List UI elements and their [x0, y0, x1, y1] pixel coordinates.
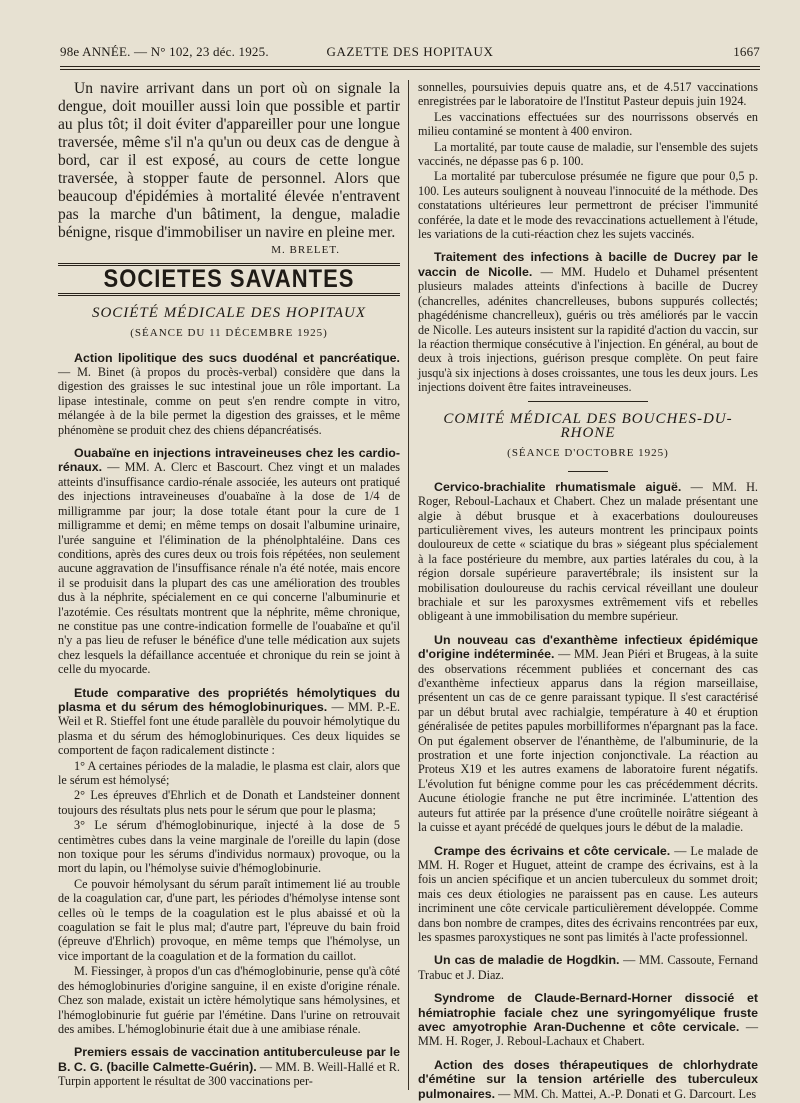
- article-body: — MM. B. Weill-Hallé et R. Turpin apportent le résultat de 300 vaccinations per-: [58, 1059, 400, 1089]
- article-title: Cervico-brachialite rhumatismale aiguë.: [434, 479, 682, 494]
- journal-title: GAZETTE DES HOPITAUX: [326, 44, 494, 59]
- article-title: Un cas de maladie de Hogdkin.: [434, 953, 620, 968]
- article-hemolytic: [58, 686, 400, 758]
- article-cervico: [418, 480, 758, 624]
- article-title: Action des doses thérapeutiques de chlorhydrate d'émétine sur la tension artérielle des tuberculeux pulmonaires.: [418, 1057, 758, 1101]
- page-header: [60, 44, 760, 62]
- session-date: (SÉANCE D'OCTOBRE 1925): [507, 447, 669, 460]
- separator-rule: [528, 401, 648, 402]
- article-title: Syndrome de Claude-Bernard-Horner dissocié et hémiatrophie faciale chez une syringomyélique fruste avec amyotrophie Aran-Duchenne et côte cervicale.: [418, 991, 758, 1034]
- article-title: Un nouveau cas d'exanthème infectieux épidémique d'origine indéterminée.: [418, 632, 758, 662]
- column-divider: [408, 80, 409, 1090]
- article-paragraph: 3° Le sérum d'hémoglobinurique, injecté à la dose de 5 centimètres cubes dans la veine marginale de l'oreille du lapin (dose non toxique pour les sérums d'individus normaux) provoque, ou la mort du lapin, ou l'hémolyse suivie d'hémoglobinurie.: [58, 818, 400, 876]
- article-paragraph: La mortalité, par toute cause de maladie, sur l'ensemble des sujets vaccinés, ne dépasse pas 6 p. 100.: [418, 139, 758, 169]
- page-number: 1667: [733, 44, 760, 59]
- article-horner: [418, 991, 758, 1049]
- section-title: SOCIETES SAVANTES: [103, 264, 355, 294]
- article-paragraph: 2° Les épreuves d'Ehrlich et de Donath et Landsteiner donnent toujours des résultats plus nets pour le sérum que pour le plasma;: [58, 788, 400, 817]
- article-emetine: [418, 1058, 758, 1101]
- session-date: (SÉANCE DU 11 DÉCEMBRE 1925): [130, 327, 328, 340]
- article-title: Premiers essais de vaccination antituberculeuse par le B. C. G. (bacille Calmette-Guérin).: [58, 1045, 400, 1074]
- article-paragraph: Ce pouvoir hémolysant du sérum paraît intimement lié au trouble de la coagulation car, d'une part, les périodes d'hémolyse intense sont celles où le temps de la coagulation est le plus abaissé et où la coagulation se fait le plus mal; d'autre part, l'épreuve du bain froid (épreuve d'Ehrlich) provoque, en même temps que l'hémolyse, un vice important de la coagulation et de la formation du caillot.: [58, 876, 400, 963]
- section-rule-bottom: [58, 293, 400, 296]
- article-title: Crampe des écrivains et côte cervicale.: [434, 843, 671, 858]
- dengue-paragraph: Un navire arrivant dans un port où on signale la dengue, doit mouiller aussi loin que possible et partir au plus tôt; il doit éviter d'appareiller pour une longue traversée, même s'il n'a qu'un ou deux cas de dengue à bord, car il est exposé, au cours de cette longue traversée, à stopper faute de personnel. Alors que beaucoup d'épidémies à mortalité élevée n'entravent pas la marche d'un bâtiment, la dengue, maladie bénigne, risque d'immobiliser un navire en pleine mer.: [58, 80, 400, 241]
- article-paragraph: 1° A certaines périodes de la maladie, le plasma est clair, alors que le sérum est hémolysé;: [58, 758, 400, 787]
- article-body: — MM. H. Roger, Reboul-Lachaux et Chabert. Chez un malade présentant une algie à début brusque et à exacerbations douloureuses particulièrement vives, les auteurs montrent les principaux points douloureux de cette « sciatique du bras » siégeant plus spécialement à la face postérieure du membre, aux parties latérales du cou, à la région dorsale supérieure paravertébrale; ils insistent sur la mobilisation douloureuse du rachis cervical réveillant une douleur brachiale et sur les paroxysmes extrêmement vifs et rebelles obligeant à une immobilisation du membre supérieur.: [418, 479, 758, 624]
- article-ouabaine: [58, 446, 400, 677]
- article-body: — Le malade de MM. H. Roger et Huguet, atteint de crampe des écrivains, est à la fois un ancien spécifique et un ancien tuberculeux du sommet droit; mais ces deux étiologies ne paraissent pas en cause. Les auteurs incriminent une côte cervicale particulièrement développée. Comme dans bon nombre de crampes, dites des écrivains rencontrées par eux, les spasmes paroxystiques ne sont pas limités à l'acte professionnel.: [418, 843, 758, 944]
- article-body: — MM. A. Clerc et Bascourt. Chez vingt et un malades atteints d'insuffisance cardio-rénale associée, les auteurs ont pratiqué des injections intraveineuses d'ouabaïne à la dose de 1/4 de milligramme par jour; la dose totale étant pour la cure de 1 milligramme et demi; en même temps on dosait l'albumine urinaire, l'urée sanguine et l'élimination de la phénolphtaléine. Dans ces conditions, après des cures deux ou trois fois répétées, non seulement aucune aggravation de l'insuffisance rénale n'a été notée, mais encore il se produisit dans la plupart des cas une amélioration des troubles dus à la néphrite, spécialement en ce qui concerne l'albuminurie et l'azotémie. Ces résultats montrent que la néphrite, même chronique, ne constitue pas une contre-indication formelle de l'ouabaïne et qu'il n'y a pas lieu de refuser le bénéfice d'une telle médication aux sujets chez lesquels la défaillance accentuée et chronique du rein se joint à celle du myocarde.: [58, 460, 400, 677]
- article-body: — MM. Hudelo et Duhamel présentent plusieurs malades atteints d'infections à bacille de Ducrey (chancrelles, adénites chancrelleuses, bubons suppurés collectés; phagédénisme chancrelleux), guéris ou très améliorés par le vaccin de Nicolle. Les auteurs insistent sur la rapidité d'action du vaccin, sur la réaction thermique consécutive à l'injection. En général, au bout de deux à trois injections, guérison presque complète. On peut faire jusqu'à six injections à doses croissantes, une tous les deux jours. Les injections doivent être faites intraveineuses.: [418, 264, 758, 395]
- article-title: Traitement des infections à bacille de Ducrey par le vaccin de Nicolle.: [418, 250, 758, 279]
- issue-info: 98e ANNÉE. — N° 102, 23 déc. 1925.: [60, 44, 269, 59]
- article-body: — MM. P.-E. Weil et R. Stieffel font une étude parallèle du pouvoir hémolytique du plasma et du sérum des hémoglobinuriques. Ces deux liquides se comportent de façon radicalement distincte :: [58, 699, 400, 758]
- article-body: — MM. Jean Piéri et Brugeas, à la suite des observations récemment publiées et concernant des cas d'exanthème infectieux apparus dans la région marseillaise, présentent un cas de ce genre paraissant typique. Il s'est caractérisé par un début brutal avec rachialgie, température à 40 et éruption généralisée de petites papules morbilliformes n'épargnant pas la face. On put également observer de l'énanthème, de l'albuminurie, de la prostration et une forte injection conjonctivale. La réaction au Proteus X19 et les autres examens de laboratoire furent négatifs. L'évolution fut bénigne comme pour les cas précédemment décrits. Aucune étiologie franche ne put être incriminée. L'attention des auteurs fut attirée par la présence d'une croûtelle noirâtre siégeant à la cuisse et ayant précédé de quelques jours le début de la maladie.: [418, 647, 758, 835]
- society-title: COMITÉ MÉDICAL DES BOUCHES-DU-RHONE: [443, 410, 733, 441]
- article-title: Etude comparative des propriétés hémolytiques du plasma et du sérum des hémoglobinuriques.: [58, 685, 400, 714]
- left-column: [58, 80, 400, 1090]
- article-title: Ouabaïne en injections intraveineuses chez les cardio-rénaux.: [58, 446, 400, 475]
- header-rule-2: [60, 69, 760, 70]
- article-continuation: sonnelles, poursuivies depuis quatre ans, et de 4.517 vaccinations enregistrées par le laboratoire de l'Institut Pasteur depuis juin 1924.: [418, 80, 758, 109]
- right-column: [418, 80, 758, 1102]
- article-ducrey: [418, 250, 758, 394]
- article-exanthem: [418, 633, 758, 835]
- article-paragraph: Les vaccinations effectuées sur des nourrissons observés en milieu contaminé se montent à 400 environ.: [418, 109, 758, 139]
- article-body: — MM. H. Roger, J. Reboul-Lachaux et Chabert.: [418, 1019, 759, 1049]
- article-body: — M. Binet (à propos du procès-verbal) considère que dans la digestion des graisses le suc intestinal joue un rôle important. La lipase intestinale, comme on peut s'en rendre compte in vitro, mélangée à de la bile permet la digestion des graisses, et le même phénomène se produit chez des chiens dépancréatisés.: [58, 365, 400, 437]
- article-hodgkin: [418, 953, 758, 982]
- society-title: SOCIÉTÉ MÉDICALE DES HOPITAUX: [91, 304, 367, 321]
- article-bcg: [58, 1045, 400, 1088]
- header-rule: [60, 66, 760, 67]
- article-paragraph: La mortalité par tuberculose présumée ne figure que pour 0,5 p. 100. Les auteurs soulignent à nouveau l'innocuité de la méthode. Des constatations ultérieures leur permettront de préciser l'immunité conférée, la date et le mode des revaccinations actuellement à l'étude, les variations de la cuti-réaction chez les sujets vaccinés.: [418, 169, 758, 242]
- article-lipolytic: [58, 351, 400, 437]
- article-body: — MM. Cassoute, Fernand Trabuc et J. Diaz.: [418, 953, 759, 982]
- author-signature: M. BRELET.: [271, 244, 340, 256]
- article-crampe: [418, 844, 758, 945]
- article-body: — MM. Ch. Mattei, A.-P. Donati et G. Darcourt. Les: [495, 1086, 757, 1101]
- article-title: Action lipolitique des sucs duodénal et pancréatique.: [74, 350, 400, 365]
- short-rule: [568, 471, 608, 472]
- article-paragraph: M. Fiessinger, à propos d'un cas d'hémoglobinurie, pense qu'à côté des hémoglobinuries d'origine sanguine, il en existe d'origine rénale. Chez son malade, existait un ictère hémolytique sans hémolysines, et l'hémoglobinurie fut guérie par l'émétine. Dans l'urine on retrouvait des amibes. L'hémoglobinurie était due à une amibiase rénale.: [58, 964, 400, 1036]
